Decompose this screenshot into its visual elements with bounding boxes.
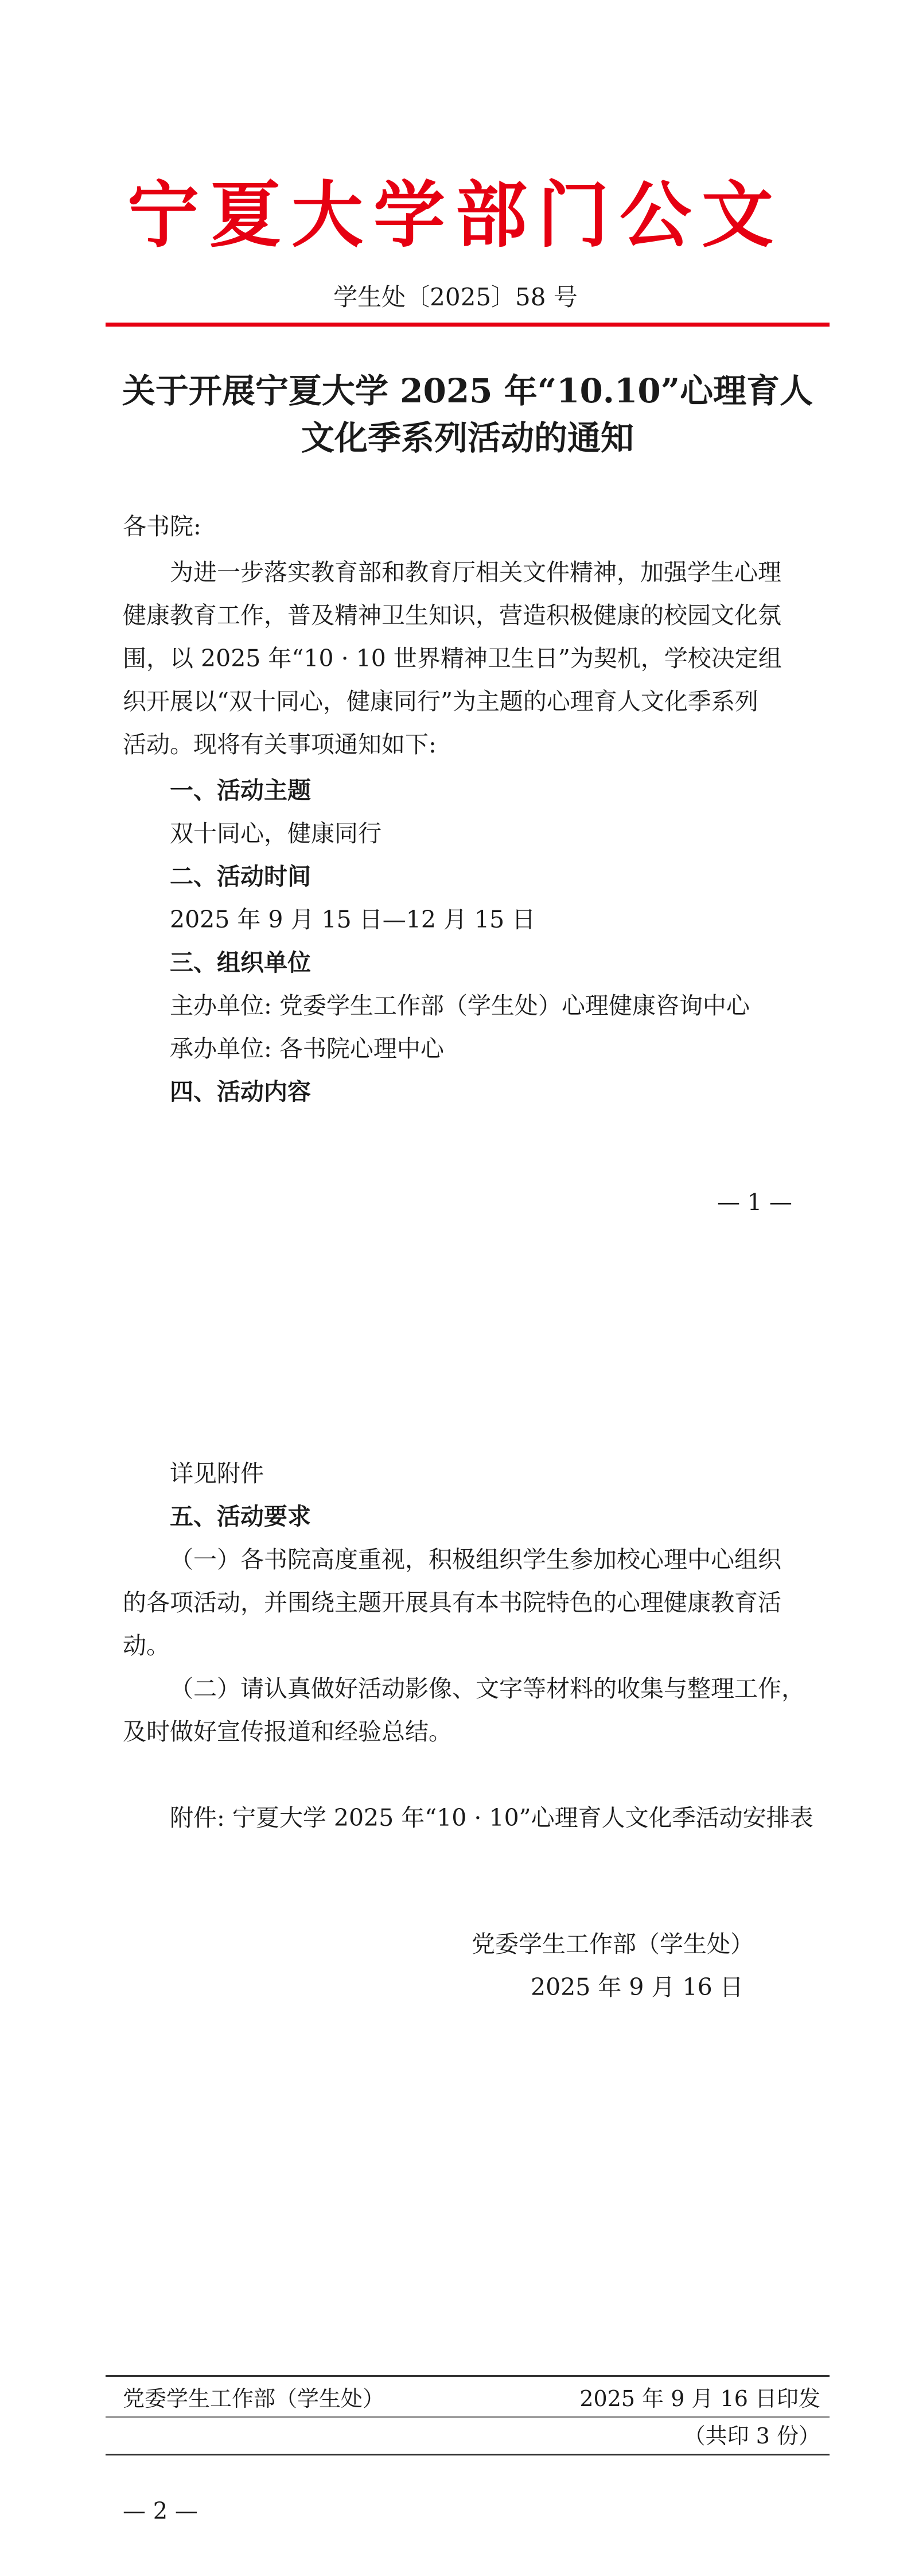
requirement-line: （二）请认真做好活动影像、文字等材料的收集与整理工作， [170,1675,805,1702]
section3-heading: 三、组织单位 [170,949,311,976]
footer-top-rule [106,2375,830,2377]
section3-organizer: 承办单位: 各书院心理中心 [170,1035,444,1062]
footer-issue-date: 2025 年 9 月 16 日印发 [579,2386,820,2411]
see-attachment: 详见附件 [170,1460,264,1487]
section2-text: 2025 年 9 月 15 日—12 月 15 日 [170,906,536,933]
footer-copies: （共印 3 份） [683,2423,820,2449]
page-number-2: — 2 — [123,2498,198,2524]
section4-heading: 四、活动内容 [170,1078,311,1105]
intro-line: 为进一步落实教育部和教育厅相关文件精神，加强学生心理 [170,558,781,586]
intro-line: 活动。现将有关事项通知如下: [123,731,437,758]
page-number-1: — 1 — [717,1189,792,1216]
intro-line: 围，以 2025 年“10 · 10 世界精神卫生日”为契机，学校决定组 [123,645,782,672]
document-number: 学生处〔2025〕58 号 [333,283,578,311]
attachment-line: 附件: 宁夏大学 2025 年“10 · 10”心理育人文化季活动安排表 [170,1804,813,1832]
requirement-line: （一）各书院高度重视，积极组织学生参加校心理中心组织 [170,1546,781,1573]
requirement-line: 的各项活动，并围绕主题开展具有本书院特色的心理健康教育活 [123,1589,781,1616]
footer-bottom-rule [106,2454,830,2455]
red-divider [106,323,830,327]
notice-title-line1: 关于开展宁夏大学 2025 年“10.10”心理育人 [122,371,813,410]
requirement-2 [123,1667,811,1753]
footer-department: 党委学生工作部（学生处） [123,2386,385,2411]
document-header-title: 宁夏大学部门公文 [127,173,784,257]
requirement-1 [123,1538,811,1667]
section3-host: 主办单位: 党委学生工作部（学生处）心理健康咨询中心 [170,992,750,1019]
intro-paragraph [123,551,811,766]
intro-line: 织开展以“双十同心，健康同行”为主题的心理育人文化季系列 [123,688,758,715]
section2-heading: 二、活动时间 [170,863,311,890]
requirement-line: 动。 [123,1632,170,1659]
signature-date: 2025 年 9 月 16 日 [531,1973,743,2001]
notice-title [106,367,830,461]
section1-text: 双十同心，健康同行 [170,820,381,847]
footer-middle-rule [106,2416,830,2418]
section1-heading: 一、活动主题 [170,777,311,804]
salutation: 各书院: [123,513,201,540]
section5-heading: 五、活动要求 [170,1503,311,1530]
notice-title-line2: 文化季系列活动的通知 [301,418,634,457]
signature-department: 党委学生工作部（学生处） [472,1930,754,1958]
requirement-line: 及时做好宣传报道和经验总结。 [123,1718,452,1745]
intro-line: 健康教育工作，普及精神卫生知识，营造积极健康的校园文化氛 [123,602,781,629]
